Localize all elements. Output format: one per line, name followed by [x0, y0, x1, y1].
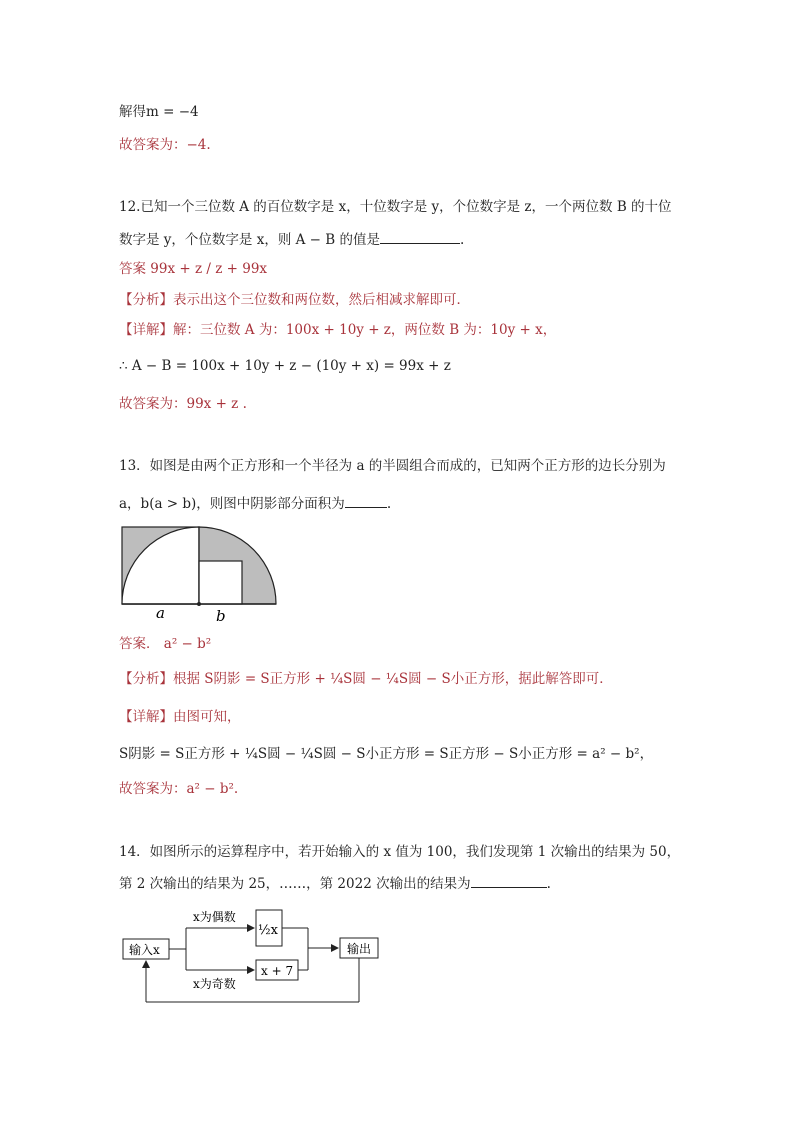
q12-stem-line2: 数字是 y，个位数字是 x，则 A − B 的值是 . — [119, 232, 465, 248]
q13-final-answer: 故答案为：a² − b². — [119, 781, 239, 797]
q13-calc: S阴影 = S正方形 + ¼S圆 − ¼S圆 − S小正方形 = S正方形 − S小正方形 = a² − b²， — [119, 746, 654, 762]
q12-answer-blank — [380, 230, 460, 244]
q12-calc: ∴ A − B = 100x + 10y + z − (10y + x) = 99x + z — [119, 358, 451, 374]
q14-flowchart — [118, 902, 388, 1012]
label-b: b — [216, 607, 226, 623]
half-label: ½x — [258, 923, 278, 938]
q13-answer-blank — [345, 494, 387, 508]
prev-solve-line: 解得m = −4 — [119, 104, 199, 120]
q13-stem-line2: a，b(a > b)，则图中阴影部分面积为 . — [119, 496, 392, 512]
q13-analysis: 【分析】根据 S阴影 = S正方形 + ¼S圆 − ¼S圆 − S小正方形，据此解答即可． — [119, 671, 613, 687]
q12-analysis: 【分析】表示出这个三位数和两位数，然后相减求解即可． — [119, 292, 470, 308]
q14-answer-blank — [471, 874, 547, 888]
small-square — [199, 561, 242, 604]
input-label: 输入x — [129, 943, 160, 957]
q14-stem-line2: 第 2 次输出的结果为 25，……，第 2022 次输出的结果为 . — [119, 876, 551, 892]
q14-stem-line1: 14．如图所示的运算程序中，若开始输入的 x 值为 100，我们发现第 1 次输出的结果为 50， — [119, 844, 681, 860]
q12-detail: 【详解】解：三位数 A 为：100x + 10y + z，两位数 B 为：10y + x， — [119, 322, 557, 338]
q13-answer: 答案． a² − b² — [119, 636, 212, 652]
q12-answer: 答案 99x + z / z + 99x — [119, 261, 268, 277]
output-label: 输出 — [347, 942, 372, 956]
label-a: a — [156, 604, 165, 622]
odd-label: x为奇数 — [193, 977, 236, 991]
q12-stem-line1: 12.已知一个三位数 A 的百位数字是 x，十位数字是 y，个位数字是 z，一个两位数 B 的十位 — [119, 199, 672, 215]
plus-label: x + 7 — [261, 964, 294, 978]
q12-final-answer: 故答案为：99x + z . — [119, 396, 247, 412]
q13-detail: 【详解】由图可知， — [119, 709, 241, 725]
q13-stem-line1: 13．如图是由两个正方形和一个半径为 a 的半圆组合而成的，已知两个正方形的边长分别为 — [119, 458, 666, 474]
even-label: x为偶数 — [193, 910, 236, 924]
prev-answer-line: 故答案为：−4. — [119, 137, 211, 153]
q13-figure — [118, 523, 278, 623]
